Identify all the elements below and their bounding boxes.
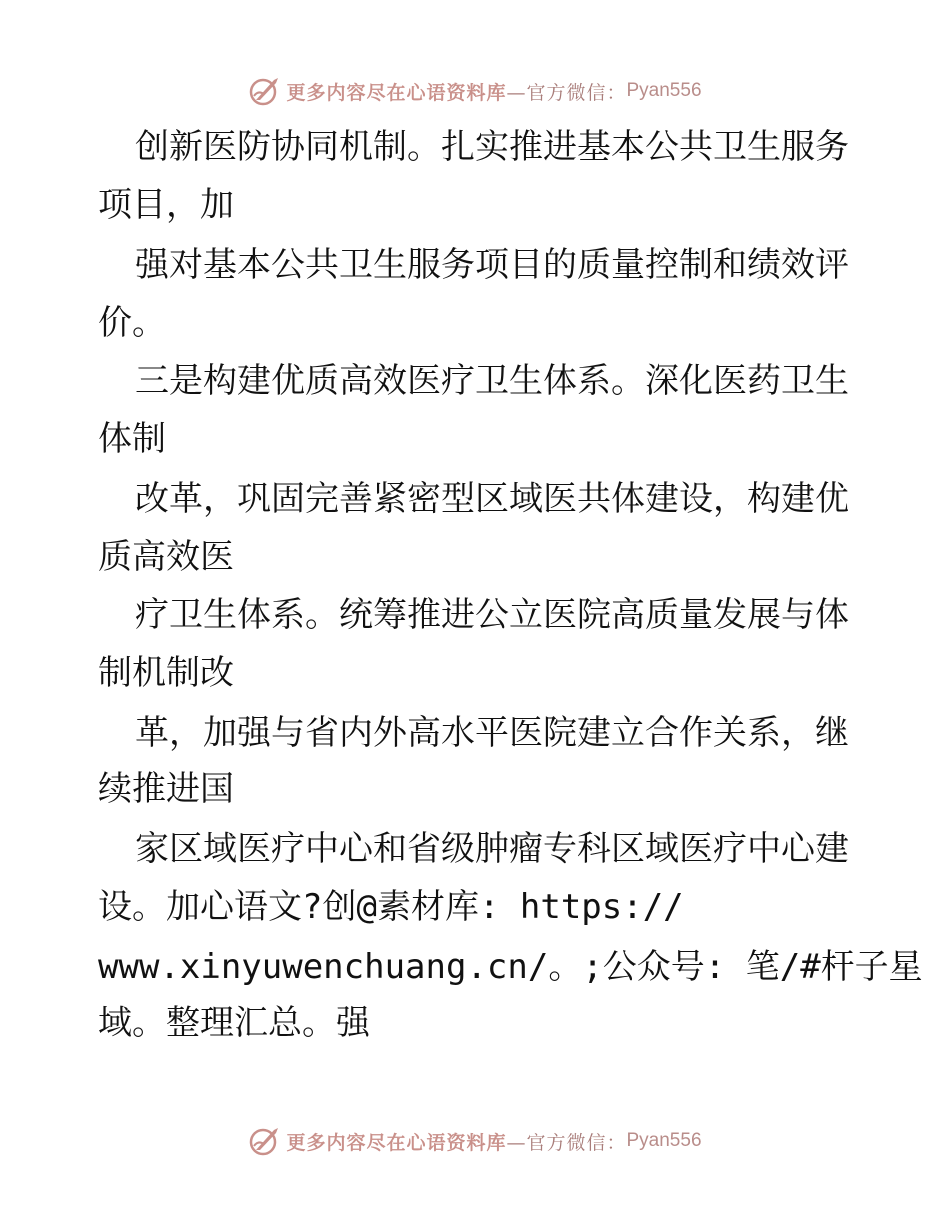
header-banner xyxy=(0,74,950,108)
text-line: www.xinyuwenchuang.cn/。;公众号: 笔/#杆子星 xyxy=(98,947,923,987)
banner-wechat-handle: Pyan556 xyxy=(626,1130,702,1151)
text-line: 改革，巩固完善紧密型区域医共体建设，构建优 xyxy=(135,479,849,519)
banner-subtitle: —官方微信： xyxy=(506,1131,627,1154)
banner-subtitle: —官方微信： xyxy=(506,81,627,104)
text-line: 疗卫生体系。统筹推进公立医院高质量发展与体 xyxy=(135,595,849,635)
text-line: 强对基本公共卫生服务项目的质量控制和绩效评 xyxy=(135,245,849,285)
banner-title: 更多内容尽在心语资料库 xyxy=(286,81,507,104)
text-line: 三是构建优质高效医疗卫生体系。深化医药卫生 xyxy=(135,361,849,401)
text-line: 质高效医 xyxy=(98,537,234,577)
text-line: 价。 xyxy=(98,303,166,343)
text-line: 创新医防协同机制。扎实推进基本公共卫生服务 xyxy=(135,127,849,167)
text-line: 体制 xyxy=(98,419,166,459)
quill-logo-icon xyxy=(248,74,282,108)
text-line: 设。加心语文?创@素材库: https:// xyxy=(98,887,684,927)
text-line: 革，加强与省内外高水平医院建立合作关系，继 xyxy=(135,713,849,753)
text-line: 域。整理汇总。强 xyxy=(98,1003,370,1043)
quill-logo-icon xyxy=(248,1124,282,1158)
banner-wechat-handle: Pyan556 xyxy=(626,80,702,101)
text-line: 项目，加 xyxy=(98,185,234,225)
text-line: 家区域医疗中心和省级肿瘤专科区域医疗中心建 xyxy=(135,829,849,869)
text-line: 制机制改 xyxy=(98,653,234,693)
text-line: 续推进国 xyxy=(98,769,234,809)
banner-title: 更多内容尽在心语资料库 xyxy=(286,1131,507,1154)
footer-banner xyxy=(0,1124,950,1158)
